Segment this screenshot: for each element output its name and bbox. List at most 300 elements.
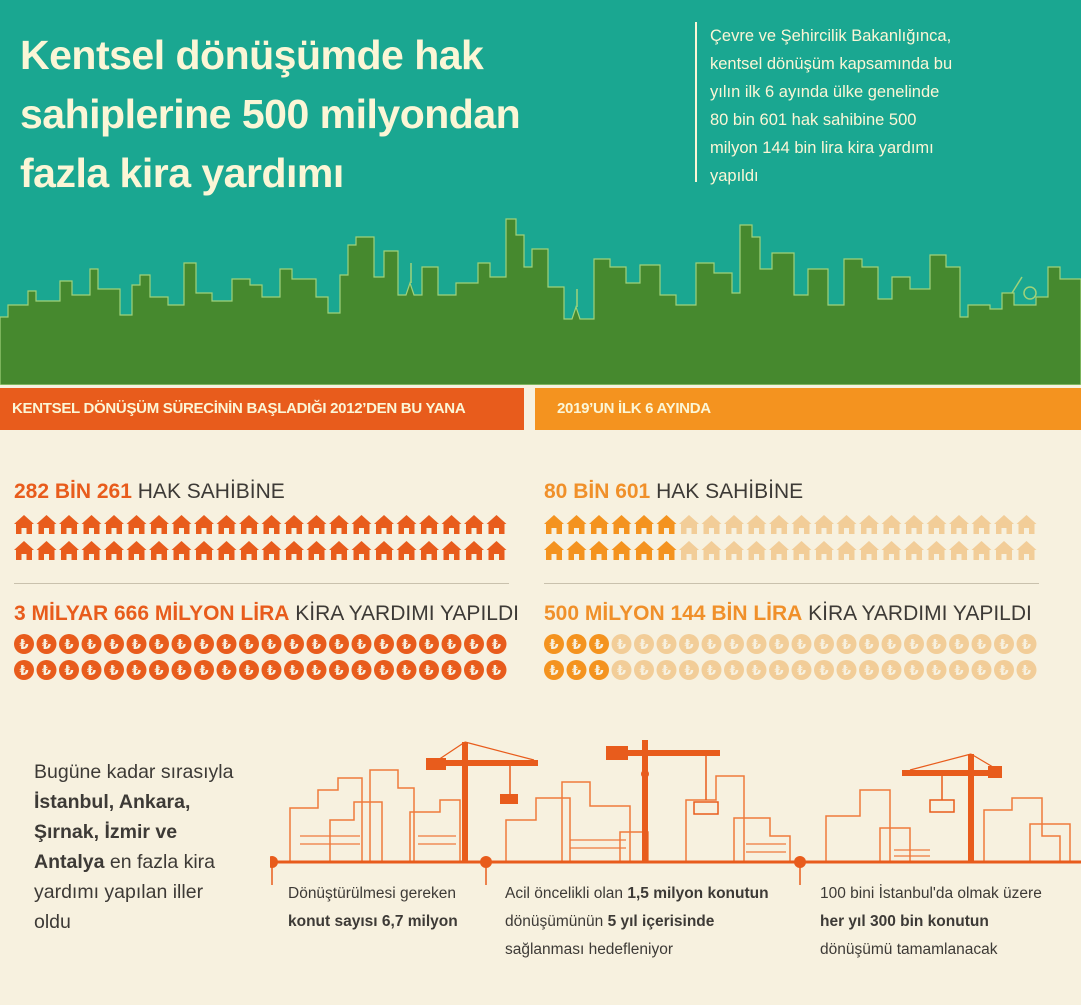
cities-intro: Bugüne kadar sırasıyla xyxy=(34,761,234,783)
house-icon xyxy=(14,541,34,560)
svg-text:₺: ₺ xyxy=(931,638,942,653)
fact-urgent-transformation xyxy=(505,880,775,964)
house-icon xyxy=(949,515,969,534)
svg-text:₺: ₺ xyxy=(131,638,142,653)
lira-coin-icon xyxy=(59,660,79,680)
house-icon xyxy=(589,541,609,560)
title-line: sahiplerine 500 milyondan xyxy=(20,91,521,137)
svg-text:₺: ₺ xyxy=(819,638,829,653)
svg-text:₺: ₺ xyxy=(549,664,559,679)
svg-text:₺: ₺ xyxy=(131,664,142,679)
svg-text:₺: ₺ xyxy=(976,638,987,653)
lira-coin-icon xyxy=(217,634,237,654)
house-icon xyxy=(904,515,924,534)
lira-coin-icon xyxy=(149,660,169,680)
house-icon xyxy=(352,515,372,534)
right-lira-icon-grid xyxy=(544,634,1039,680)
house-icon xyxy=(769,515,789,534)
lira-coin-icon xyxy=(792,660,812,680)
svg-text:₺: ₺ xyxy=(334,664,344,679)
lira-coin-icon xyxy=(397,660,417,680)
svg-text:₺: ₺ xyxy=(289,664,299,679)
svg-text:₺: ₺ xyxy=(1021,664,1032,679)
lira-coin-icon xyxy=(634,634,654,654)
house-icon xyxy=(904,541,924,560)
svg-text:₺: ₺ xyxy=(334,638,344,653)
house-icon xyxy=(262,515,282,534)
house-icon xyxy=(927,541,947,560)
fact-text: dönüşümü tamamlanacak xyxy=(820,941,998,958)
house-icon xyxy=(239,541,259,560)
house-icon xyxy=(882,541,902,560)
svg-text:₺: ₺ xyxy=(401,664,412,679)
lira-coin-icon xyxy=(589,660,609,680)
satellite-dish xyxy=(1024,287,1036,299)
fact-text: dönüşümünün xyxy=(505,913,608,930)
left-aid-heading xyxy=(14,602,519,626)
svg-text:₺: ₺ xyxy=(886,664,897,679)
svg-text:₺: ₺ xyxy=(999,664,1009,679)
lira-coin-icon xyxy=(882,660,902,680)
svg-text:₺: ₺ xyxy=(954,664,964,679)
svg-text:₺: ₺ xyxy=(616,664,627,679)
house-icon xyxy=(747,515,767,534)
house-icon xyxy=(149,515,169,534)
svg-text:₺: ₺ xyxy=(864,664,874,679)
svg-text:₺: ₺ xyxy=(931,664,942,679)
house-icon xyxy=(657,541,677,560)
divider xyxy=(14,583,509,584)
svg-text:₺: ₺ xyxy=(379,638,389,653)
description-line: yapıldı xyxy=(710,167,759,185)
house-icon xyxy=(972,515,992,534)
timeline-dot xyxy=(270,856,278,868)
house-icon xyxy=(37,541,57,560)
lira-coin-icon xyxy=(904,634,924,654)
svg-text:₺: ₺ xyxy=(154,664,164,679)
house-icon xyxy=(149,541,169,560)
title-line: fazla kira yardımı xyxy=(20,150,344,196)
house-icon xyxy=(239,515,259,534)
hero-banner xyxy=(0,0,1081,385)
description-line: Çevre ve Şehircilik Bakanlığınca, xyxy=(710,27,952,45)
svg-text:₺: ₺ xyxy=(446,638,457,653)
lira-coin-icon xyxy=(994,660,1014,680)
city-skyline-illustration xyxy=(0,205,1081,385)
lira-coin-icon xyxy=(14,634,34,654)
cities-list: İstanbul, Ankara, Şırnak, İzmir ve Antalya xyxy=(34,791,191,873)
left-owners-value: 282 BİN 261 xyxy=(14,480,132,503)
svg-text:₺: ₺ xyxy=(356,638,367,653)
svg-text:₺: ₺ xyxy=(469,638,479,653)
house-icon xyxy=(882,515,902,534)
svg-text:₺: ₺ xyxy=(729,638,739,653)
svg-text:₺: ₺ xyxy=(109,638,119,653)
lira-coin-icon xyxy=(239,660,259,680)
house-icon xyxy=(307,541,327,560)
title-line: Kentsel dönüşümde hak xyxy=(20,32,484,78)
left-owners-heading xyxy=(14,480,285,504)
right-aid-label: KİRA YARDIMI YAPILDI xyxy=(808,602,1032,625)
svg-text:₺: ₺ xyxy=(469,664,479,679)
svg-text:₺: ₺ xyxy=(571,664,582,679)
svg-text:₺: ₺ xyxy=(221,664,232,679)
lira-coin-icon xyxy=(567,660,587,680)
house-icon xyxy=(792,541,812,560)
house-icon xyxy=(442,515,462,534)
right-owners-value: 80 BİN 601 xyxy=(544,480,651,503)
lira-coin-icon xyxy=(837,660,857,680)
house-icon xyxy=(1017,541,1037,560)
svg-text:₺: ₺ xyxy=(19,638,29,653)
house-icon xyxy=(814,515,834,534)
lira-coin-icon xyxy=(972,660,992,680)
lira-coin-icon xyxy=(994,634,1014,654)
house-icon xyxy=(397,541,417,560)
svg-text:₺: ₺ xyxy=(549,638,559,653)
lira-coin-icon xyxy=(194,634,214,654)
lira-coin-icon xyxy=(262,660,282,680)
house-icon xyxy=(329,541,349,560)
house-icon xyxy=(59,515,79,534)
house-icon xyxy=(464,541,484,560)
lira-coin-icon xyxy=(769,634,789,654)
lira-coin-icon xyxy=(374,634,394,654)
construction-illustration xyxy=(270,740,1081,885)
svg-text:₺: ₺ xyxy=(909,664,919,679)
house-icon xyxy=(679,515,699,534)
left-aid-label: KİRA YARDIMI YAPILDI xyxy=(295,602,519,625)
house-icon xyxy=(859,515,879,534)
svg-text:₺: ₺ xyxy=(19,664,29,679)
svg-text:₺: ₺ xyxy=(751,664,762,679)
svg-text:₺: ₺ xyxy=(594,638,604,653)
lira-coin-icon xyxy=(464,660,484,680)
svg-text:₺: ₺ xyxy=(639,638,649,653)
svg-text:₺: ₺ xyxy=(706,664,717,679)
svg-text:₺: ₺ xyxy=(424,664,434,679)
fact-highlight: 1,5 milyon konutun xyxy=(627,885,769,902)
section-band-since-2012: KENTSEL DÖNÜŞÜM SÜRECİNİN BAŞLADIĞI 2012’DEN BU YANA xyxy=(0,388,524,430)
description-line: milyon 144 bin lira kira yardımı xyxy=(710,139,934,157)
svg-text:₺: ₺ xyxy=(841,664,852,679)
lira-coin-icon xyxy=(679,660,699,680)
house-icon xyxy=(419,515,439,534)
house-icon xyxy=(59,541,79,560)
fact-houses-to-transform xyxy=(288,880,478,936)
lira-coin-icon xyxy=(927,634,947,654)
house-icon xyxy=(307,515,327,534)
section-band-2019: 2019’UN İLK 6 AYINDA xyxy=(535,388,1081,430)
svg-text:₺: ₺ xyxy=(86,638,97,653)
house-icon xyxy=(329,515,349,534)
house-icon xyxy=(217,541,237,560)
house-icon xyxy=(949,541,969,560)
left-owners-label: HAK SAHİBİNE xyxy=(137,480,285,503)
lira-coin-icon xyxy=(127,660,147,680)
house-icon xyxy=(657,515,677,534)
svg-text:₺: ₺ xyxy=(954,638,964,653)
lira-coin-icon xyxy=(329,634,349,654)
lira-coin-icon xyxy=(194,660,214,680)
house-icon xyxy=(702,515,722,534)
house-icon xyxy=(104,515,124,534)
house-icon xyxy=(837,515,857,534)
house-icon xyxy=(172,541,192,560)
fact-text: Dönüştürülmesi gereken xyxy=(288,885,457,902)
svg-text:₺: ₺ xyxy=(999,638,1009,653)
lira-coin-icon xyxy=(104,660,124,680)
lira-coin-icon xyxy=(769,660,789,680)
svg-text:₺: ₺ xyxy=(841,638,852,653)
fact-text: Acil öncelikli olan xyxy=(505,885,628,902)
fact-highlight: 5 yıl içerisinde xyxy=(607,913,715,930)
lira-coin-icon xyxy=(1017,634,1037,654)
svg-text:₺: ₺ xyxy=(886,638,897,653)
lira-coin-icon xyxy=(657,660,677,680)
lira-coin-icon xyxy=(14,660,34,680)
svg-text:₺: ₺ xyxy=(571,638,582,653)
svg-text:₺: ₺ xyxy=(41,664,52,679)
lira-coin-icon xyxy=(612,634,632,654)
svg-text:₺: ₺ xyxy=(109,664,119,679)
lira-coin-icon xyxy=(82,634,102,654)
building-details xyxy=(300,836,930,856)
lira-coin-icon xyxy=(702,634,722,654)
svg-text:₺: ₺ xyxy=(976,664,987,679)
crane-3 xyxy=(902,754,1002,862)
house-icon xyxy=(217,515,237,534)
divider xyxy=(544,583,1039,584)
description-line: yılın ilk 6 ayında ülke genelinde xyxy=(710,83,940,101)
house-icon xyxy=(14,515,34,534)
svg-text:₺: ₺ xyxy=(751,638,762,653)
lira-coin-icon xyxy=(904,660,924,680)
svg-text:₺: ₺ xyxy=(796,664,807,679)
left-aid-value: 3 MİLYAR 666 MİLYON LİRA xyxy=(14,602,290,625)
house-icon xyxy=(487,515,507,534)
lira-coin-icon xyxy=(262,634,282,654)
lira-coin-icon xyxy=(612,660,632,680)
svg-text:₺: ₺ xyxy=(684,664,694,679)
lira-coin-icon xyxy=(104,634,124,654)
svg-text:₺: ₺ xyxy=(221,638,232,653)
left-lira-icon-grid xyxy=(14,634,509,680)
house-icon xyxy=(127,541,147,560)
lira-coin-icon xyxy=(397,634,417,654)
svg-text:₺: ₺ xyxy=(1021,638,1032,653)
house-icon xyxy=(464,515,484,534)
fact-highlight: her yıl 300 bin konutun xyxy=(820,913,989,930)
house-icon xyxy=(374,515,394,534)
house-icon xyxy=(284,541,304,560)
house-icon xyxy=(634,541,654,560)
house-icon xyxy=(769,541,789,560)
lira-coin-icon xyxy=(927,660,947,680)
crane-2 xyxy=(606,740,720,862)
house-icon xyxy=(747,541,767,560)
house-icon xyxy=(567,541,587,560)
svg-text:₺: ₺ xyxy=(729,664,739,679)
svg-text:₺: ₺ xyxy=(684,638,694,653)
house-icon xyxy=(194,515,214,534)
house-icon xyxy=(442,541,462,560)
house-icon xyxy=(724,541,744,560)
svg-text:₺: ₺ xyxy=(616,638,627,653)
fact-text: 100 bini İstanbul'da olmak üzere xyxy=(820,885,1042,902)
svg-text:₺: ₺ xyxy=(41,638,52,653)
svg-text:₺: ₺ xyxy=(819,664,829,679)
house-icon xyxy=(994,541,1014,560)
lira-coin-icon xyxy=(172,634,192,654)
house-icon xyxy=(284,515,304,534)
house-icon xyxy=(612,515,632,534)
lira-coin-icon xyxy=(284,634,304,654)
lira-coin-icon xyxy=(544,634,564,654)
lira-coin-icon xyxy=(352,634,372,654)
lira-coin-icon xyxy=(972,634,992,654)
house-icon xyxy=(127,515,147,534)
svg-text:₺: ₺ xyxy=(199,664,209,679)
house-icon xyxy=(972,541,992,560)
lira-coin-icon xyxy=(859,660,879,680)
house-icon xyxy=(612,541,632,560)
lira-coin-icon xyxy=(724,634,744,654)
right-house-icon-grid xyxy=(544,514,1039,560)
house-icon xyxy=(37,515,57,534)
right-owners-heading xyxy=(544,480,803,504)
svg-text:₺: ₺ xyxy=(64,638,74,653)
svg-text:₺: ₺ xyxy=(244,638,254,653)
house-icon xyxy=(487,541,507,560)
lira-coin-icon xyxy=(329,660,349,680)
svg-text:₺: ₺ xyxy=(311,638,322,653)
lira-coin-icon xyxy=(657,634,677,654)
header-divider xyxy=(695,22,697,182)
svg-text:₺: ₺ xyxy=(401,638,412,653)
svg-text:₺: ₺ xyxy=(424,638,434,653)
house-icon xyxy=(589,515,609,534)
svg-text:₺: ₺ xyxy=(639,664,649,679)
house-icon xyxy=(792,515,812,534)
lira-coin-icon xyxy=(37,634,57,654)
lira-coin-icon xyxy=(352,660,372,680)
left-house-icon-grid xyxy=(14,514,509,560)
lira-coin-icon xyxy=(217,660,237,680)
lira-coin-icon xyxy=(949,660,969,680)
construction-buildings xyxy=(290,770,1070,862)
svg-text:₺: ₺ xyxy=(491,664,502,679)
svg-text:₺: ₺ xyxy=(266,664,277,679)
svg-text:₺: ₺ xyxy=(796,638,807,653)
lira-coin-icon xyxy=(307,634,327,654)
lira-coin-icon xyxy=(882,634,902,654)
right-owners-label: HAK SAHİBİNE xyxy=(656,480,804,503)
lira-coin-icon xyxy=(464,634,484,654)
lira-coin-icon xyxy=(149,634,169,654)
description-line: kentsel dönüşüm kapsamında bu xyxy=(710,55,953,73)
svg-text:₺: ₺ xyxy=(661,638,672,653)
svg-text:₺: ₺ xyxy=(86,664,97,679)
house-icon xyxy=(544,541,564,560)
svg-text:₺: ₺ xyxy=(244,664,254,679)
house-icon xyxy=(419,541,439,560)
fact-text: sağlanması hedefleniyor xyxy=(505,941,674,958)
lira-coin-icon xyxy=(724,660,744,680)
svg-text:₺: ₺ xyxy=(661,664,672,679)
lira-coin-icon xyxy=(1017,660,1037,680)
house-icon xyxy=(374,541,394,560)
fact-yearly-transformation xyxy=(820,880,1050,964)
header-description xyxy=(710,22,1050,190)
lira-coin-icon xyxy=(487,634,507,654)
lira-coin-icon xyxy=(634,660,654,680)
house-icon xyxy=(702,541,722,560)
svg-text:₺: ₺ xyxy=(379,664,389,679)
svg-text:₺: ₺ xyxy=(446,664,457,679)
house-icon xyxy=(679,541,699,560)
house-icon xyxy=(544,515,564,534)
house-icon xyxy=(837,541,857,560)
lira-coin-icon xyxy=(127,634,147,654)
lira-coin-icon xyxy=(747,660,767,680)
lira-coin-icon xyxy=(37,660,57,680)
lira-coin-icon xyxy=(419,634,439,654)
svg-text:₺: ₺ xyxy=(266,638,277,653)
skyline-shape xyxy=(0,219,1081,385)
svg-text:₺: ₺ xyxy=(706,638,717,653)
lira-coin-icon xyxy=(814,634,834,654)
lira-coin-icon xyxy=(82,660,102,680)
lira-coin-icon xyxy=(172,660,192,680)
lira-coin-icon xyxy=(679,634,699,654)
lira-coin-icon xyxy=(284,660,304,680)
lira-coin-icon xyxy=(419,660,439,680)
svg-text:₺: ₺ xyxy=(909,638,919,653)
svg-text:₺: ₺ xyxy=(154,638,164,653)
svg-text:₺: ₺ xyxy=(774,664,784,679)
lira-coin-icon xyxy=(487,660,507,680)
lira-coin-icon xyxy=(567,634,587,654)
lira-coin-icon xyxy=(307,660,327,680)
svg-text:₺: ₺ xyxy=(774,638,784,653)
svg-text:₺: ₺ xyxy=(176,638,187,653)
right-aid-value: 500 MİLYON 144 BİN LİRA xyxy=(544,602,803,625)
right-aid-heading xyxy=(544,602,1032,626)
house-icon xyxy=(994,515,1014,534)
svg-text:₺: ₺ xyxy=(356,664,367,679)
house-icon xyxy=(262,541,282,560)
svg-text:₺: ₺ xyxy=(176,664,187,679)
description-line: 80 bin 601 hak sahibine 500 xyxy=(710,111,917,129)
top-cities-text xyxy=(34,757,244,937)
svg-text:₺: ₺ xyxy=(491,638,502,653)
lira-coin-icon xyxy=(239,634,259,654)
svg-text:₺: ₺ xyxy=(594,664,604,679)
fact-highlight: konut sayısı 6,7 milyon xyxy=(288,913,458,930)
lira-coin-icon xyxy=(442,660,462,680)
antenna xyxy=(1012,277,1022,293)
house-icon xyxy=(352,541,372,560)
lira-coin-icon xyxy=(792,634,812,654)
lira-coin-icon xyxy=(702,660,722,680)
house-icon xyxy=(724,515,744,534)
svg-text:₺: ₺ xyxy=(864,638,874,653)
lira-coin-icon xyxy=(837,634,857,654)
house-icon xyxy=(1017,515,1037,534)
house-icon xyxy=(567,515,587,534)
lira-coin-icon xyxy=(374,660,394,680)
